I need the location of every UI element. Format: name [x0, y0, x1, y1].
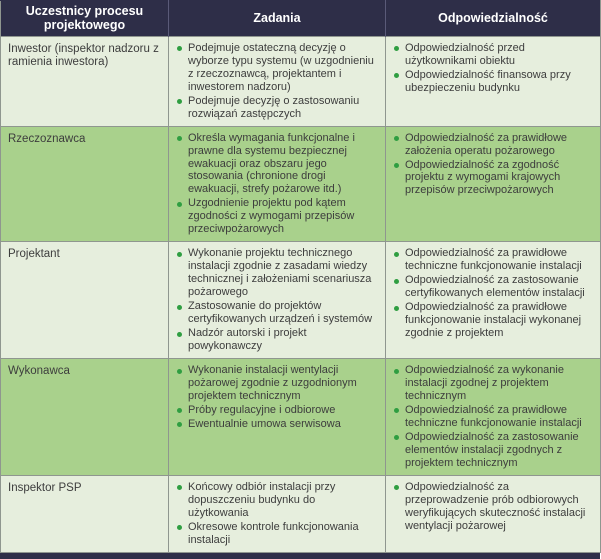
table-bottom-border — [0, 553, 600, 559]
task-item: Okresowe kontrole funkcjonowania instalacji — [176, 521, 378, 547]
task-list — [176, 364, 378, 431]
task-item: Podejmuje decyzję o zastosowaniu rozwiązań zastępczych — [176, 95, 378, 121]
responsibility-list — [393, 42, 593, 95]
responsibilities-cell — [386, 359, 601, 476]
task-item: Próby regulacyjne i odbiorowe — [176, 404, 378, 417]
table-row-inwestor — [1, 36, 601, 126]
task-item: Wykonanie instalacji wentylacji pożarowej zgodnie z uzgodnionym projektem technicznym — [176, 364, 378, 403]
task-item: Końcowy odbiór instalacji przy dopuszczeniu budynku do użytkowania — [176, 481, 378, 520]
tasks-cell — [169, 475, 386, 552]
participant-name: Inwestor (inspektor nadzoru z ramienia inwestora) — [1, 36, 169, 126]
responsibilities-cell — [386, 36, 601, 126]
responsibility-item: Odpowiedzialność za prawidłowe założenia operatu pożarowego — [393, 132, 593, 158]
responsibility-list — [393, 247, 593, 340]
task-item: Zastosowanie do projektów certyfikowanych urządzeń i systemów — [176, 300, 378, 326]
header-participants: Uczestnicy procesu projektowego — [1, 1, 169, 37]
tasks-cell — [169, 359, 386, 476]
responsibility-item: Odpowiedzialność za prawidłowe techniczne funkcjonowanie instalacji — [393, 247, 593, 273]
table-row-inspektor-psp — [1, 475, 601, 552]
task-item: Uzgodnienie projektu pod kątem zgodności z wymogami przepisów przeciwpożarowych — [176, 197, 378, 236]
participant-name: Projektant — [1, 242, 169, 359]
header-tasks: Zadania — [169, 1, 386, 37]
task-list — [176, 42, 378, 121]
task-item: Nadzór autorski i projekt powykonawczy — [176, 327, 378, 353]
responsibility-list — [393, 481, 593, 533]
table-row-wykonawca — [1, 359, 601, 476]
table-header-row — [1, 1, 601, 37]
responsibility-item: Odpowiedzialność za zgodność projektu z wymogami krajowych przepisów przeciwpożarowych — [393, 159, 593, 198]
responsibility-item: Odpowiedzialność za zastosowanie certyfikowanych elementów instalacji — [393, 274, 593, 300]
responsibilities-cell — [386, 126, 601, 242]
table-row-projektant — [1, 242, 601, 359]
tasks-cell — [169, 242, 386, 359]
responsibilities-cell — [386, 242, 601, 359]
responsibility-item: Odpowiedzialność za wykonanie instalacji zgodnej z projektem technicznym — [393, 364, 593, 403]
task-item: Ewentualnie umowa serwisowa — [176, 418, 378, 431]
responsibility-list — [393, 132, 593, 198]
participant-name: Inspektor PSP — [1, 475, 169, 552]
responsibility-item: Odpowiedzialność przed użytkownikami obiektu — [393, 42, 593, 68]
participant-name: Wykonawca — [1, 359, 169, 476]
responsibility-item: Odpowiedzialność finansowa przy ubezpieczeniu budynku — [393, 69, 593, 95]
header-responsibility: Odpowiedzialność — [386, 1, 601, 37]
task-item: Wykonanie projektu technicznego instalacji zgodnie z zasadami wiedzy technicznej i założeniami scenariusza pożarowego — [176, 247, 378, 299]
responsibilities-cell — [386, 475, 601, 552]
task-list — [176, 132, 378, 237]
responsibility-item: Odpowiedzialność za prawidłowe funkcjonowanie instalacji wykonanej zgodnie z projektem — [393, 301, 593, 340]
responsibility-item: Odpowiedzialność za zastosowanie elementów instalacji zgodnych z projektem technicznym — [393, 431, 593, 470]
task-list — [176, 481, 378, 547]
participant-name: Rzeczoznawca — [1, 126, 169, 242]
responsibility-item: Odpowiedzialność za przeprowadzenie prób odbiorowych weryfikujących skuteczność instalacji wentylacji pożarowej — [393, 481, 593, 533]
task-list — [176, 247, 378, 353]
responsibility-list — [393, 364, 593, 470]
tasks-cell — [169, 126, 386, 242]
table-row-rzeczoznawca — [1, 126, 601, 242]
tasks-cell — [169, 36, 386, 126]
task-item: Podejmuje ostateczną decyzję o wyborze typu systemu (w uzgodnieniu z rzeczoznawcą, projektantem i inwestorem nadzoru) — [176, 42, 378, 94]
task-item: Określa wymagania funkcjonalne i prawne dla systemu bezpiecznej ewakuacji oraz obszaru jego stosowania (chronione drogi ewakuacji, strefy pożarowe itd.) — [176, 132, 378, 197]
responsibility-item: Odpowiedzialność za prawidłowe techniczne funkcjonowanie instalacji — [393, 404, 593, 430]
